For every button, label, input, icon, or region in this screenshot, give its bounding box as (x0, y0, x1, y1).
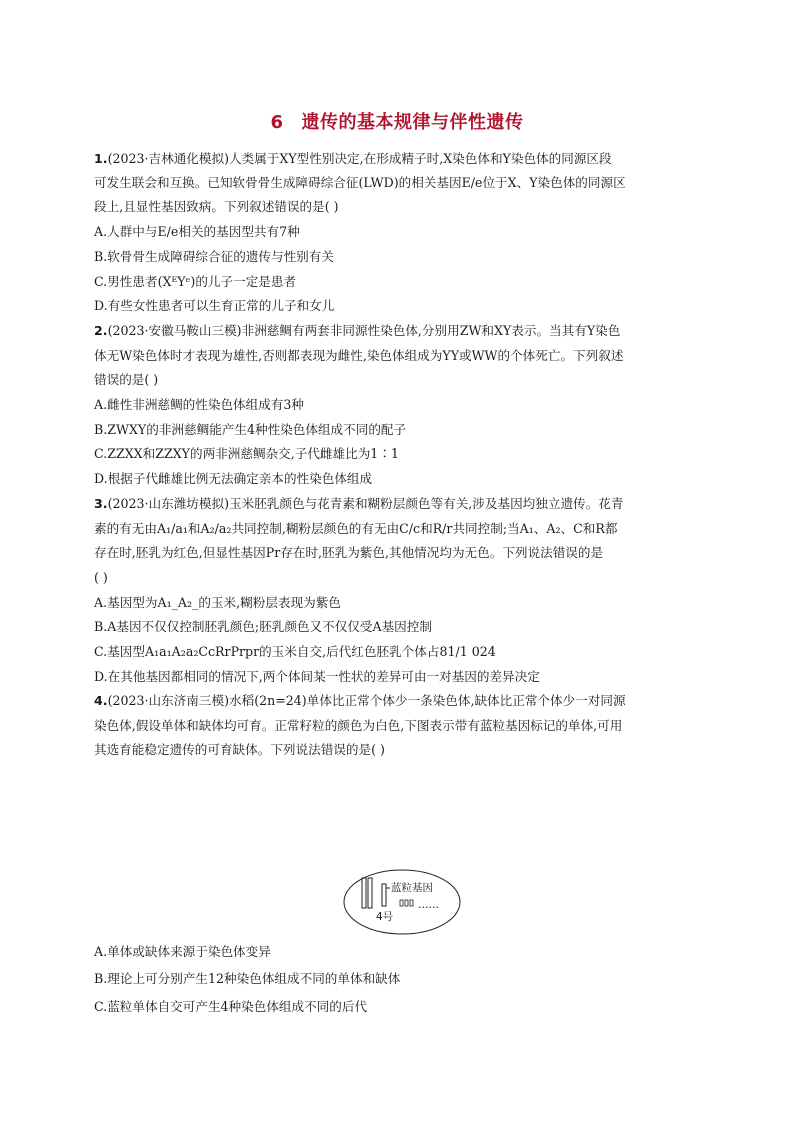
chromosome-figure (342, 868, 462, 936)
small-chromosome-3 (410, 900, 413, 906)
chromosome-bar-2 (368, 878, 372, 908)
question-3-line-1: 3.(2023·山东潍坊模拟)玉米胚乳颜色与花青素和糊粉层颜色等有关,涉及基因均独立遗传。花青 (94, 496, 624, 511)
small-chromosome-1 (400, 900, 403, 906)
question-2-option-c: C.ZZXX和ZZXY的两非洲慈鲷杂交,子代雌雄比为1∶1 (94, 446, 399, 461)
question-3-line-2: 素的有无由A₁/a₁和A₂/a₂共同控制,糊粉层颜色的有无由C/c和R/r共同控制;当A₁、A₂、C和R都 (94, 521, 618, 536)
question-1-line-2: 可发生联会和互换。已知软骨骨生成障碍综合征(LWD)的相关基因E/e位于X、Y染色体的同源区 (94, 175, 626, 190)
question-3-line-3: 存在时,胚乳为红色,但显性基因Pr存在时,胚乳为紫色,其他情况均为无色。下列说法错误的是 (94, 545, 604, 560)
small-chromosome-2 (405, 900, 408, 906)
question-1-option-c: C.男性患者(XᴱYᵉ)的儿子一定是患者 (94, 274, 297, 289)
question-1-line-3: 段上,且显性基因致病。下列叙述错误的是( ) (94, 199, 339, 214)
question-number: 1. (94, 151, 108, 166)
question-4-option-c: C.蓝粒单体自交可产生4种染色体组成不同的后代 (94, 999, 368, 1014)
section-number: 6 (270, 112, 284, 133)
question-3-option-a: A.基因型为A₁_A₂_的玉米,糊粉层表现为紫色 (94, 595, 341, 610)
question-3-line-4: ( ) (94, 570, 108, 585)
question-2-line-1: 2.(2023·安徽马鞍山三模)非洲慈鲷有两套非同源性染色体,分别用ZW和XY表示。当其有Y染色 (94, 323, 621, 338)
question-4-line-2: 染色体,假设单体和缺体均可育。正常籽粒的颜色为白色,下图表示带有蓝粒基因标记的单体,可用 (94, 718, 623, 733)
question-4-option-b: B.理论上可分别产生12种染色体组成不同的单体和缺体 (94, 971, 401, 986)
question-2-option-a: A.雌性非洲慈鲷的性染色体组成有3种 (94, 397, 305, 412)
question-3-option-b: B.A基因不仅仅控制胚乳颜色;胚乳颜色又不仅仅受A基因控制 (94, 619, 432, 634)
chromosome-4-label: 4号 (376, 911, 394, 923)
question-number: 3. (94, 496, 108, 511)
chromosome-bar-1 (362, 878, 366, 908)
chromosome-diagram (342, 868, 462, 936)
question-2-option-b: B.ZWXY的非洲慈鲷能产生4种性染色体组成不同的配子 (94, 422, 407, 437)
question-4-line-1: 4.(2023·山东济南三模)水稻(2n=24)单体比正常个体少一条染色体,缺体比正常个体少一对同源 (94, 693, 626, 708)
blue-gene-label: 蓝粒基因 (391, 882, 433, 894)
blue-gene-chromosome (382, 884, 386, 906)
page-title (0, 108, 794, 134)
question-3-option-c: C.基因型A₁a₁A₂a₂CcRrPrpr的玉米自交,后代红色胚乳个体占81/1 024 (94, 644, 496, 659)
ellipsis-label: …… (418, 899, 439, 911)
question-1-line-1: 1.(2023·吉林通化模拟)人类属于XY型性别决定,在形成精子时,X染色体和Y染色体的同源区段 (94, 151, 612, 166)
question-1-option-d: D.有些女性患者可以生育正常的儿子和女儿 (94, 298, 335, 313)
section-title: 遗传的基本规律与伴性遗传 (301, 112, 524, 133)
question-1-option-a: A.人群中与E/e相关的基因型共有7种 (94, 224, 300, 239)
question-4-line-3: 其选育能稳定遗传的可育缺体。下列说法错误的是( ) (94, 742, 385, 757)
cell-outline (344, 870, 460, 934)
question-2-line-3: 错误的是( ) (94, 372, 159, 387)
question-number: 2. (94, 323, 108, 338)
question-1-option-b: B.软骨骨生成障碍综合征的遗传与性别有关 (94, 249, 334, 264)
question-3-option-d: D.在其他基因都相同的情况下,两个体间某一性状的差异可由一对基因的差异决定 (94, 669, 540, 684)
question-number: 4. (94, 693, 108, 708)
question-2-line-2: 体无W染色体时才表现为雄性,否则都表现为雌性,染色体组成为YY或WW的个体死亡。下列叙述 (94, 348, 624, 363)
question-4-option-a: A.单体或缺体来源于染色体变异 (94, 944, 271, 959)
question-2-option-d: D.根据子代雌雄比例无法确定亲本的性染色体组成 (94, 471, 373, 486)
